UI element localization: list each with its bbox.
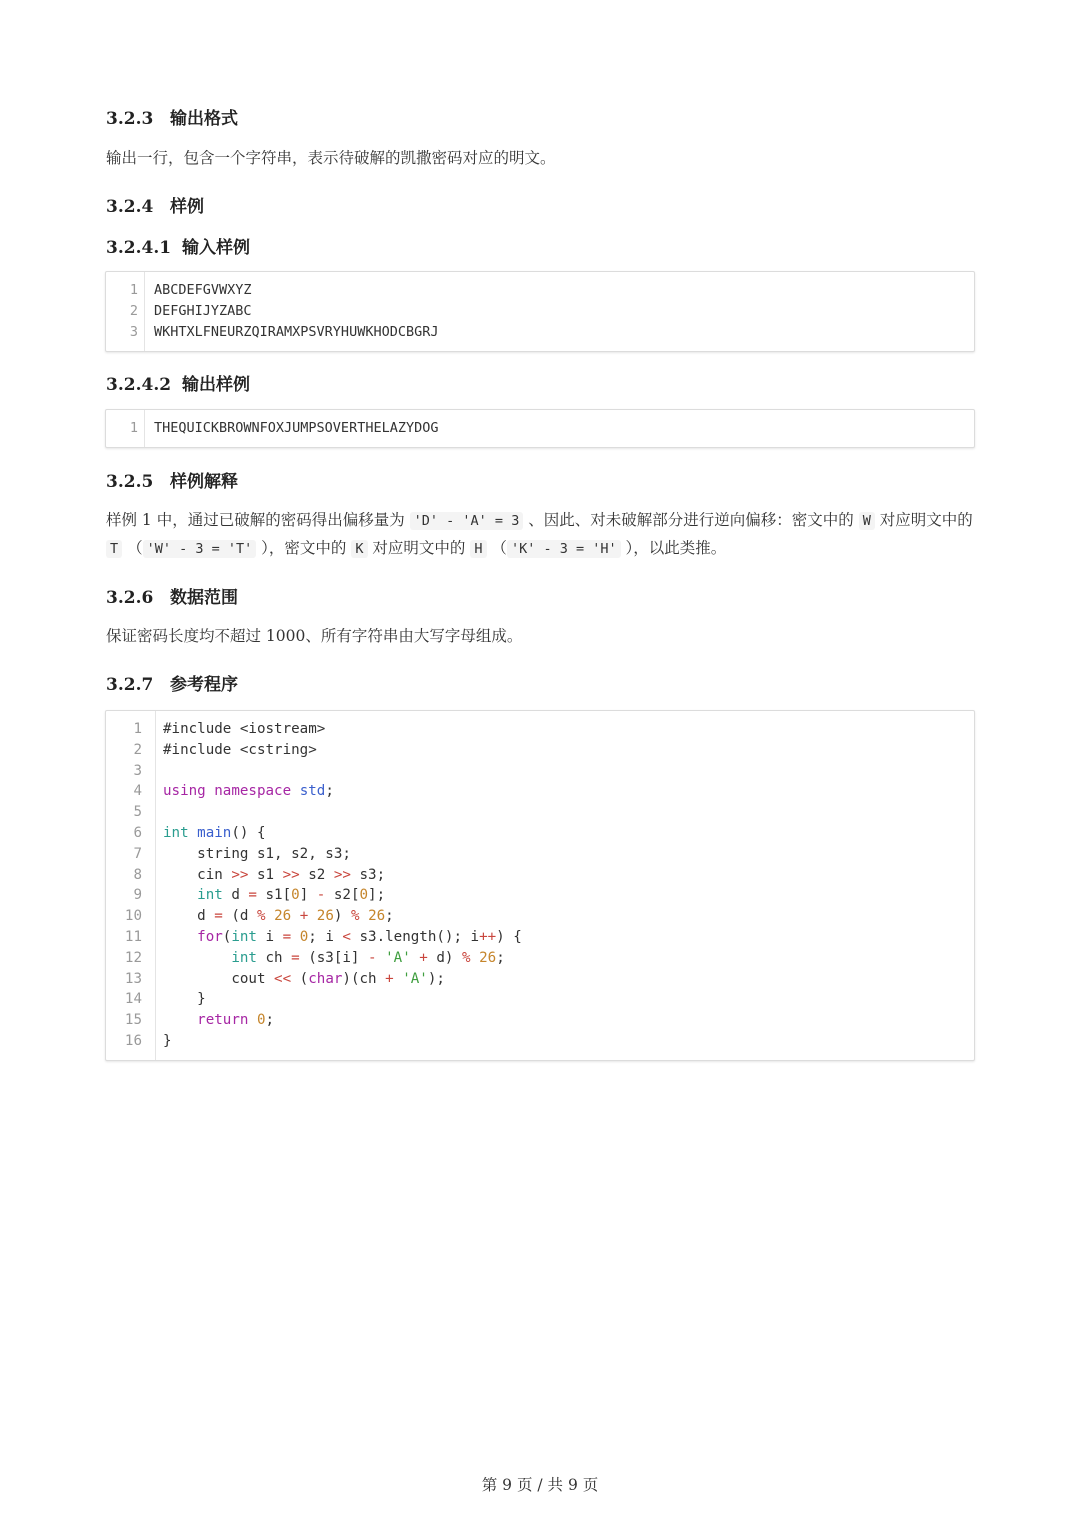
code-text [163, 1010, 274, 1031]
code-token: int [197, 887, 223, 904]
code-token: int [163, 825, 189, 841]
text-run: ），以此类推。 [620, 539, 727, 557]
code-text [163, 948, 505, 969]
line-number: 15 [124, 1012, 142, 1029]
heading-title: 数据范围 [170, 588, 238, 608]
code-token: i [256, 929, 283, 945]
code-token: >> [333, 866, 351, 883]
code-line [106, 1031, 974, 1052]
heading-3-2-4-1 [106, 233, 250, 258]
page-footer: 第 9 页 / 共 9 页 [481, 1476, 599, 1494]
line-number: 14 [124, 991, 142, 1008]
code-line [106, 906, 974, 927]
heading-3-2-7 [106, 670, 238, 695]
code-token: 26 [316, 908, 334, 925]
line-number: 2 [129, 303, 138, 319]
code-line [106, 719, 974, 740]
code-line [106, 989, 974, 1010]
code-token: s2[ [325, 887, 360, 904]
code-text: THEQUICKBROWNFOXJUMPSOVERTHELAZYDOG [154, 420, 439, 436]
code-token: = [214, 908, 223, 925]
code-line [106, 885, 974, 906]
code-text [163, 989, 206, 1010]
code-token: 0 [256, 1012, 266, 1029]
code-token: for [197, 929, 223, 945]
heading-title: 输出格式 [170, 109, 238, 129]
heading-3-2-5 [106, 467, 238, 492]
line-number: 16 [124, 1033, 142, 1049]
inline-code: W [859, 512, 875, 530]
code-token [266, 908, 275, 924]
text-run: 、因此、对未破解部分进行逆向偏移：密文中的 [523, 511, 859, 529]
code-text: DEFGHIJYZABC [154, 303, 252, 319]
code-text [163, 969, 445, 990]
heading-title: 输出样例 [182, 375, 250, 395]
code-text [163, 1031, 172, 1052]
heading-number: 3.2.4.1 [106, 238, 172, 258]
code-token: ; i [308, 929, 343, 945]
text-run: （ [486, 539, 507, 557]
sample-explanation-text [106, 507, 978, 563]
code-text: ABCDEFGVWXYZ [154, 282, 252, 298]
code-line [106, 823, 974, 844]
code-token [360, 908, 369, 924]
code-token: #include <iostream> [163, 721, 326, 737]
code-token: ++ [479, 929, 497, 945]
code-line [106, 322, 974, 343]
code-token [394, 971, 403, 987]
reference-program-code-block [105, 710, 975, 1061]
code-token: } [163, 1033, 172, 1049]
code-token: s3; [350, 866, 386, 883]
code-token: s1 [248, 866, 283, 883]
code-token: % [256, 908, 266, 925]
code-token: ch [256, 949, 292, 966]
output-format-text: 输出一行，包含一个字符串，表示待破解的凯撒密码对应的明文。 [106, 149, 556, 167]
code-token: >> [282, 866, 300, 883]
code-token: } [163, 991, 206, 1008]
code-token: % [350, 908, 360, 925]
code-token: int [231, 929, 257, 945]
code-token: = [291, 949, 300, 966]
code-token: d [222, 887, 249, 904]
code-line [106, 1010, 974, 1031]
code-token [163, 887, 197, 903]
heading-title: 样例解释 [170, 472, 238, 492]
code-line [106, 969, 974, 990]
inline-code: 'K' - 3 = 'H' [507, 540, 621, 558]
line-number: 11 [124, 929, 142, 945]
code-token: return [197, 1012, 249, 1029]
code-token [291, 929, 300, 945]
code-line [106, 948, 974, 969]
line-number: 12 [124, 949, 142, 966]
text-run: （ [122, 539, 143, 557]
code-token: - [316, 887, 326, 904]
code-text: WKHTXLFNEURZQIRAMXPSVRYHUWKHODCBGRJ [154, 324, 439, 340]
code-token: std [299, 783, 326, 800]
code-token [163, 950, 231, 966]
code-token: 26 [479, 949, 497, 966]
line-number: 2 [133, 741, 142, 758]
line-number: 3 [133, 762, 142, 779]
line-number: 9 [133, 887, 142, 904]
code-token: ( [291, 970, 309, 987]
heading-number: 3.2.3 [106, 109, 154, 129]
code-token: char [308, 970, 343, 987]
line-number: 1 [129, 420, 138, 436]
code-token: 'A' [402, 970, 428, 987]
heading-3-2-4 [106, 192, 204, 217]
code-token: 26 [274, 908, 292, 925]
code-token [471, 950, 480, 966]
code-token: ( [222, 929, 232, 945]
line-number: 13 [124, 970, 142, 987]
code-token: int [231, 949, 257, 966]
heading-title: 参考程序 [170, 675, 238, 695]
line-number: 3 [129, 324, 138, 340]
line-number: 7 [133, 845, 142, 862]
code-token: (d [222, 908, 257, 925]
code-token: namespace [214, 783, 292, 800]
text-run: 样例 1 中，通过已破解的密码得出偏移量为 [106, 511, 410, 529]
line-number: 4 [133, 783, 142, 800]
code-token: ]; [368, 887, 386, 904]
input-sample-code-block [105, 271, 975, 352]
code-token [163, 929, 197, 945]
code-token: using [163, 783, 206, 800]
code-token: #include <cstring> [163, 741, 317, 758]
code-token: + [299, 908, 309, 925]
code-token: 'A' [385, 949, 411, 966]
code-token [248, 1012, 257, 1028]
code-token: ; [265, 1012, 275, 1029]
line-number: 1 [129, 282, 138, 298]
code-token: ; [385, 908, 394, 925]
code-text [163, 781, 334, 802]
code-token: () { [231, 825, 266, 841]
code-token: 0 [291, 887, 300, 904]
code-token: = [248, 887, 257, 904]
code-line [106, 301, 974, 322]
code-token [291, 783, 300, 799]
code-token: < [342, 929, 351, 945]
heading-number: 3.2.7 [106, 675, 154, 695]
code-line [106, 844, 974, 865]
code-token: cin [163, 866, 232, 883]
heading-number: 3.2.6 [106, 588, 154, 608]
code-text [163, 865, 385, 886]
code-token: string s1, s2, s3; [163, 845, 351, 862]
text-run: ），密文中的 [256, 539, 352, 557]
line-number: 1 [133, 721, 142, 737]
inline-code: 'W' - 3 = 'T' [143, 540, 257, 558]
code-token: ; [325, 783, 334, 800]
heading-number: 3.2.4 [106, 197, 154, 217]
code-token: + [385, 970, 394, 987]
heading-3-2-3 [106, 104, 238, 129]
inline-code: H [470, 540, 486, 558]
code-token: ); [427, 970, 445, 987]
code-line [106, 802, 974, 823]
code-token: 26 [368, 908, 386, 925]
code-token: ] [299, 887, 317, 904]
code-token: >> [231, 866, 249, 883]
heading-3-2-6 [106, 583, 238, 608]
code-token [163, 1012, 197, 1028]
code-text [163, 719, 325, 740]
text-run: 对应明文中的 [874, 511, 973, 529]
heading-title: 输入样例 [182, 238, 250, 258]
line-number: 8 [133, 866, 142, 883]
code-text [163, 906, 394, 927]
data-range-text: 保证密码长度均不超过 1000、所有字符串由大写字母组成。 [106, 627, 523, 645]
code-token: main [197, 825, 232, 841]
heading-3-2-4-2 [106, 370, 250, 395]
code-token: )(ch [342, 970, 386, 987]
code-token: d [163, 908, 215, 925]
code-token: 0 [359, 887, 369, 904]
code-text [163, 740, 317, 761]
line-number: 10 [124, 908, 142, 925]
code-line [106, 418, 974, 439]
code-line [106, 740, 974, 761]
code-line [106, 781, 974, 802]
code-token: ) [333, 908, 351, 925]
inline-code: 'D' - 'A' = 3 [410, 512, 524, 530]
line-number: 6 [133, 825, 142, 841]
code-token [411, 950, 420, 966]
code-token: ; [496, 949, 505, 966]
code-text [163, 885, 385, 906]
code-line [106, 865, 974, 886]
code-text [163, 927, 522, 948]
inline-code: K [351, 540, 367, 558]
inline-code: T [106, 540, 122, 558]
output-sample-code-block [105, 409, 975, 448]
code-token: s3.length(); i [350, 929, 480, 945]
code-text [163, 823, 266, 844]
code-token [308, 908, 317, 924]
line-number: 5 [133, 804, 142, 821]
code-token [189, 825, 198, 841]
code-token: cout [163, 970, 275, 987]
code-token: + [419, 949, 428, 966]
code-token [291, 908, 300, 924]
code-token: d) [427, 949, 463, 966]
code-token: = [282, 929, 292, 945]
code-token: - [368, 949, 377, 966]
text-run: 对应明文中的 [367, 539, 471, 557]
code-token: 0 [299, 929, 309, 945]
code-line [106, 927, 974, 948]
code-token: s2 [299, 866, 334, 883]
code-line [106, 761, 974, 782]
code-token: ) { [496, 929, 522, 945]
code-text [163, 844, 351, 865]
code-token: << [274, 970, 292, 987]
code-token [206, 783, 215, 799]
code-token: s1[ [256, 887, 292, 904]
code-token: % [462, 949, 471, 966]
heading-title: 样例 [170, 197, 204, 217]
heading-number: 3.2.5 [106, 472, 154, 492]
heading-number: 3.2.4.2 [106, 375, 172, 395]
code-token [377, 950, 386, 966]
code-token: (s3[i] [299, 949, 369, 966]
code-line [106, 280, 974, 301]
